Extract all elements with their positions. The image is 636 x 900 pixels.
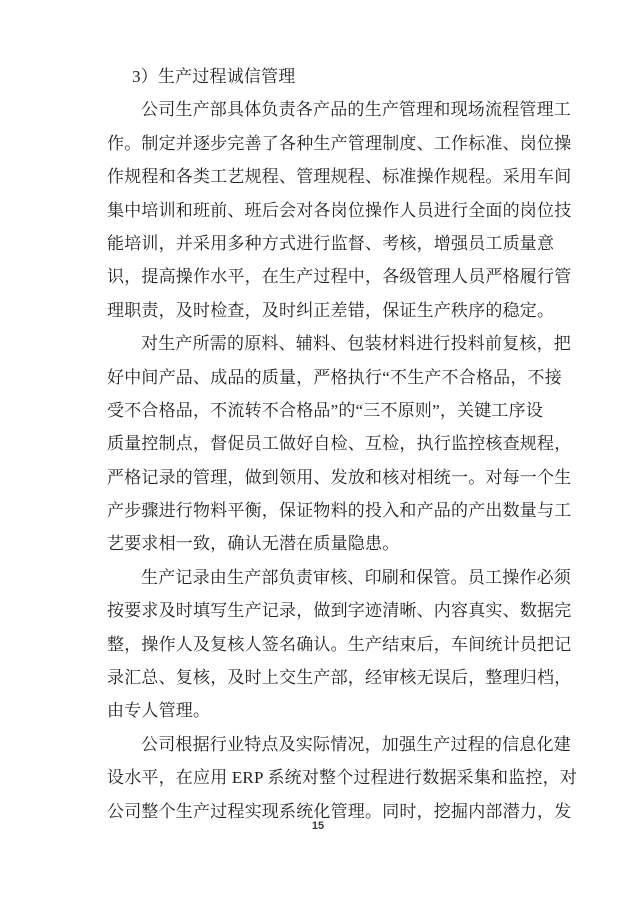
text-line: 质量控制点，督促员工做好自检、互检，执行监控核查规程，: [107, 434, 572, 454]
text-line: 作规程和各类工艺规程、管理规程、标准操作规程。采用车间: [107, 167, 572, 187]
text-line: 公司整个生产过程实现系统化管理。同时，挖掘内部潜力，发: [107, 801, 572, 821]
text-line: 按要求及时填写生产记录，做到字迹清晰、内容真实、数据完: [107, 601, 572, 621]
text-line: 公司生产部具体负责各产品的生产管理和现场流程管理工: [141, 100, 571, 120]
text-line: 整，操作人及复核人签名确认。生产结束后，车间统计员把记: [107, 634, 572, 654]
text-line: 录汇总、复核，及时上交生产部，经审核无误后，整理归档，: [107, 668, 572, 688]
text-line: 理职责，及时检查，及时纠正差错，保证生产秩序的稳定。: [107, 300, 555, 320]
text-line: 受不合格品，不流转不合格品”的“三不原则”，关键工序设: [107, 400, 544, 420]
section-heading: 3）生产过程诚信管理: [132, 67, 296, 86]
text-block: [107, 60, 582, 828]
text-line: 好中间产品、成品的质量，严格执行“不生产不合格品，不接: [107, 367, 562, 387]
text-line: 集中培训和班前、班后会对各岗位操作人员进行全面的岗位技: [107, 200, 572, 220]
text-line: 艺要求相一致，确认无潜在质量隐患。: [107, 534, 400, 554]
text-line: 严格记录的管理，做到领用、发放和核对相统一。对每一个生: [107, 467, 572, 487]
text-line: 识，提高操作水平，在生产过程中，各级管理人员严格履行管: [107, 267, 572, 287]
text-line: 由专人管理。: [107, 701, 211, 721]
text-line: 公司根据行业特点及实际情况，加强生产过程的信息化建: [141, 734, 571, 754]
text-line: 产步骤进行物料平衡，保证物料的投入和产品的产出数量与工: [107, 501, 572, 521]
text-line: 能培训，并采用多种方式进行监督、考核，增强员工质量意: [107, 233, 555, 253]
page-number: 15: [311, 820, 325, 832]
text-line: 设水平，在应用 ERP 系统对整个过程进行数据采集和监控，对: [107, 768, 578, 788]
text-line: 作。制定并逐步完善了各种生产管理制度、工作标准、岗位操: [107, 133, 572, 153]
text-line: 对生产所需的原料、辅料、包装材料进行投料前复核，把: [141, 334, 571, 354]
text-line: 生产记录由生产部负责审核、印刷和保管。员工操作必须: [141, 567, 571, 587]
